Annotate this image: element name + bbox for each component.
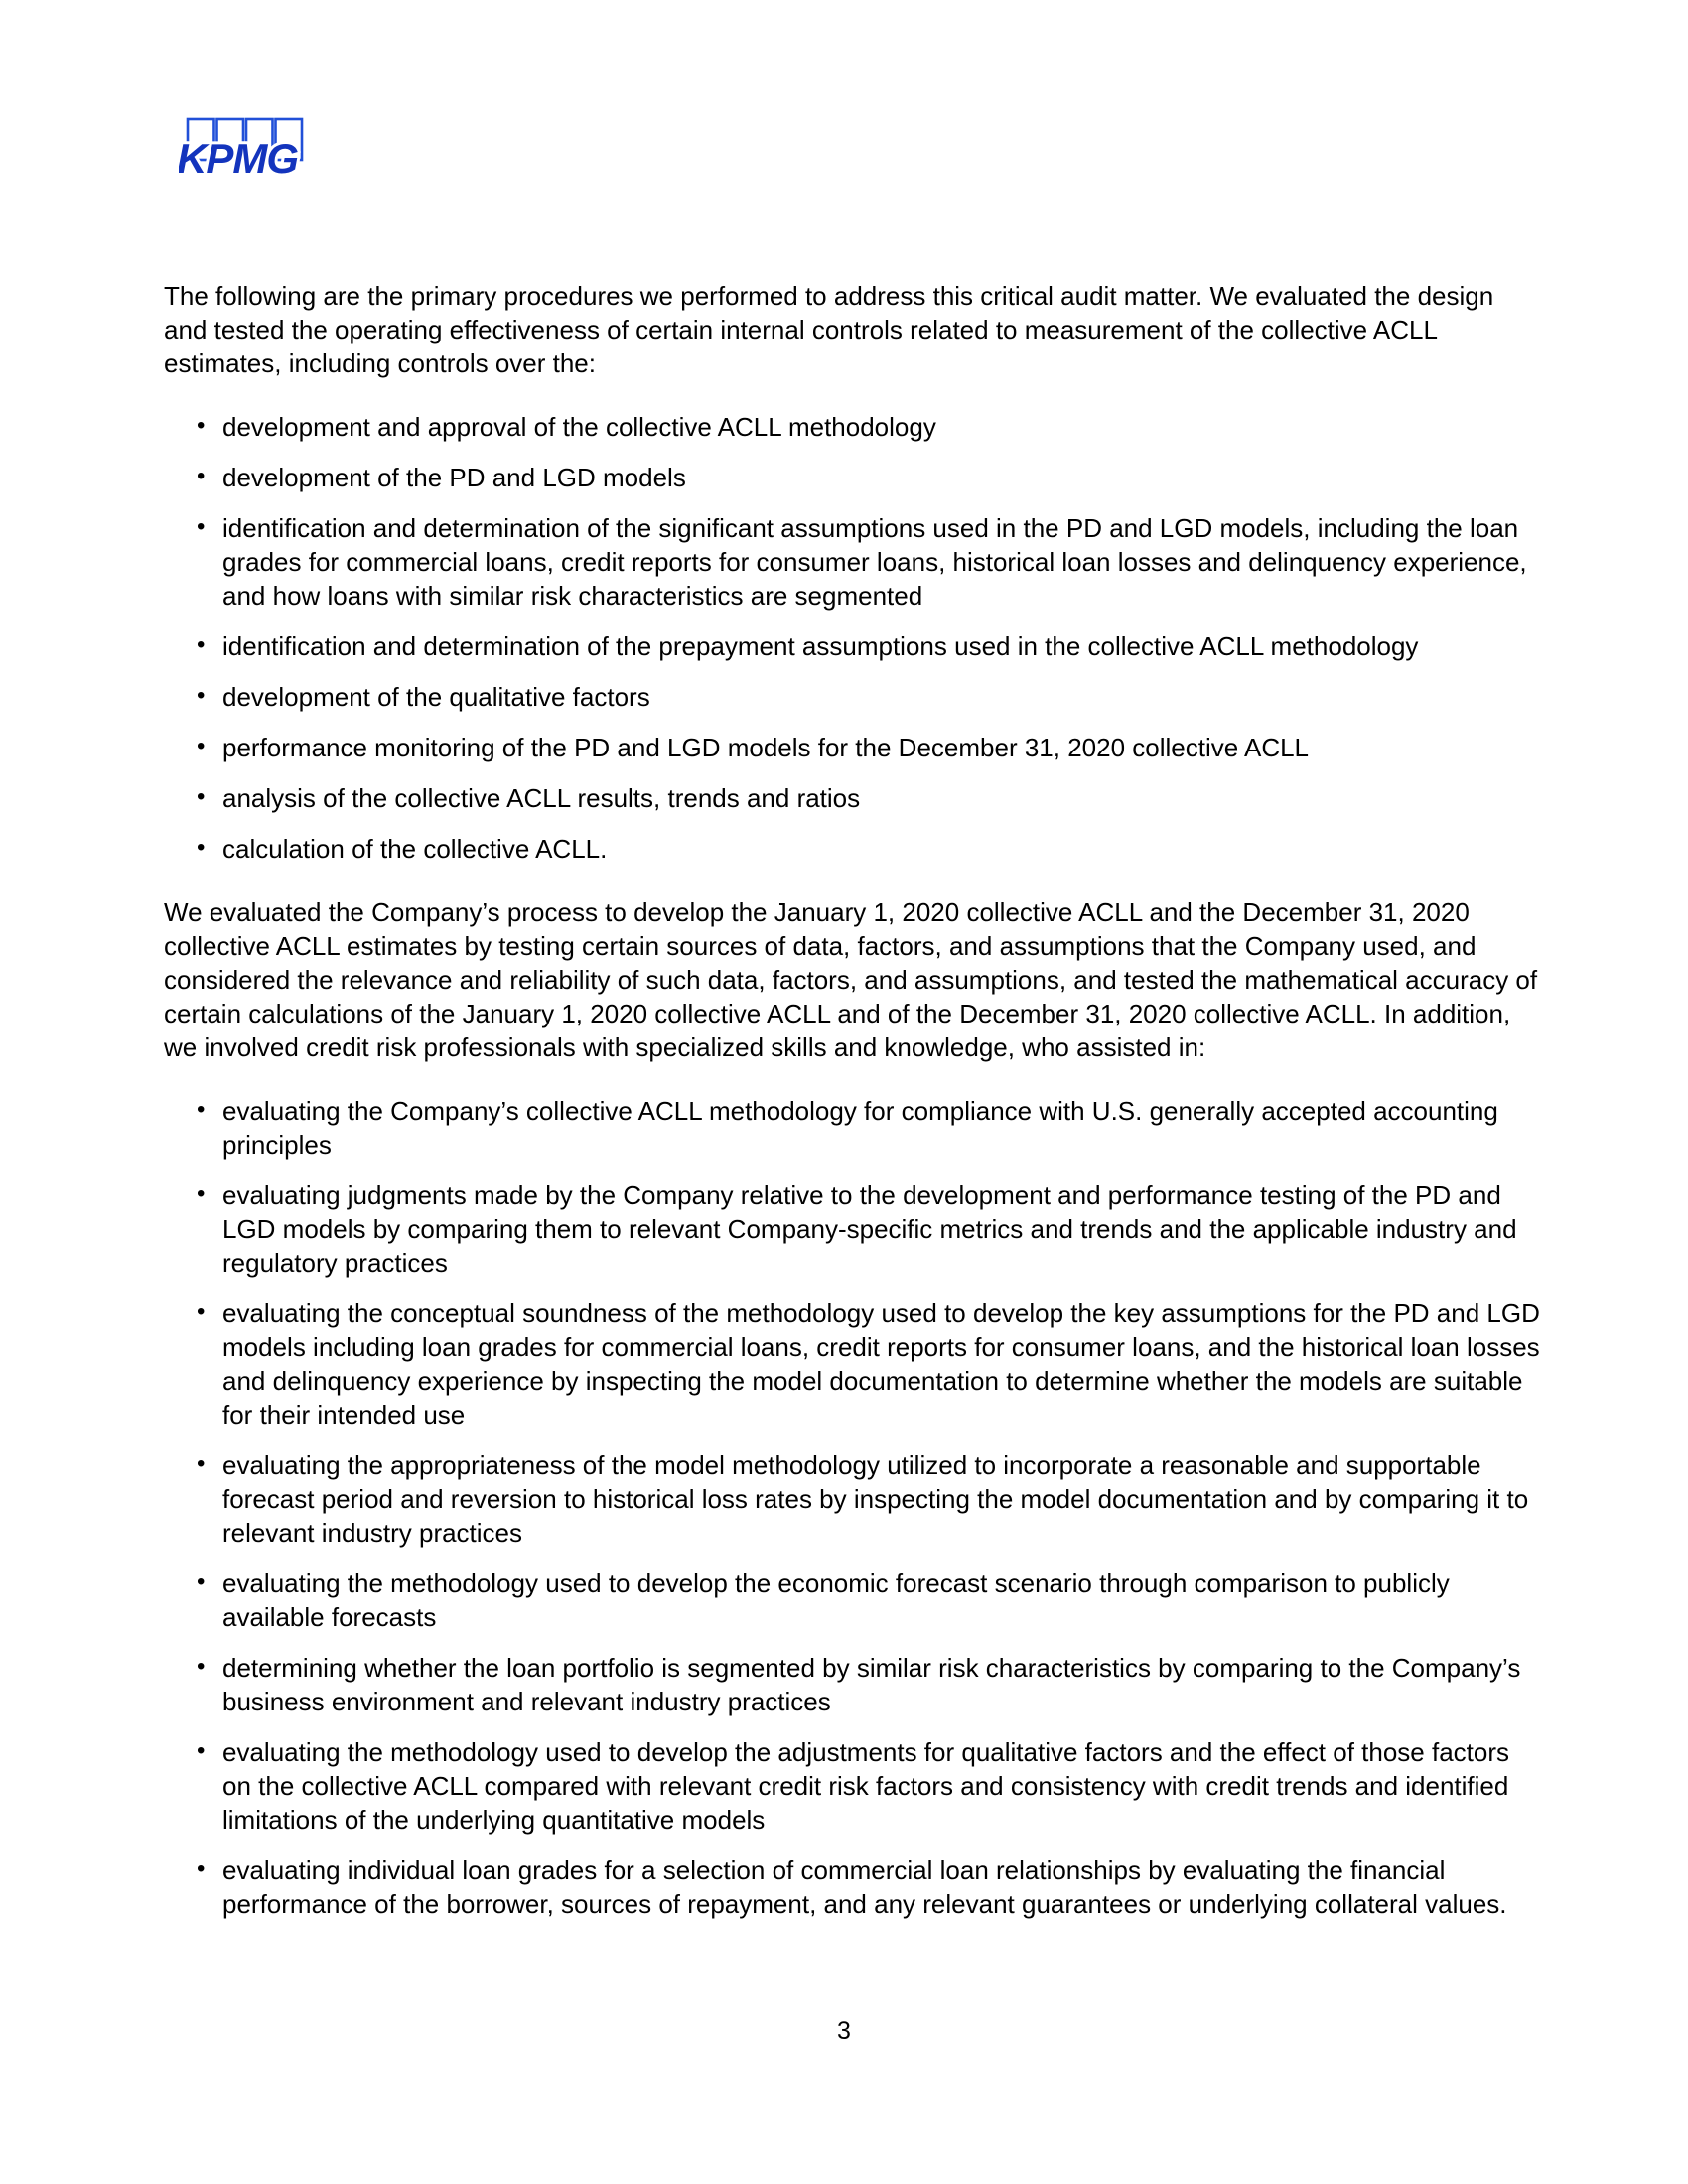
bullet-icon: • [197,1298,206,1325]
bullet-icon: • [197,1737,206,1764]
list-item-text: development and approval of the collective ACLL methodology [222,412,936,442]
bullet-icon: • [197,783,206,810]
list-item-text: determining whether the loan portfolio is segmented by similar risk characteristics by comparing to the Company’s business environment and relevant industry practices [222,1653,1521,1716]
list-item [197,1651,1542,1718]
list-item [197,1178,1542,1280]
list-item [197,410,1542,444]
list-item [197,1735,1542,1837]
bullet-icon: • [197,1096,206,1123]
bullet-icon: • [197,513,206,540]
bullet-icon: • [197,463,206,489]
list-item [197,1448,1542,1550]
list-item-text: evaluating the appropriateness of the model methodology utilized to incorporate a reasonable and supportable forecast period and reversion to historical loss rates by inspecting the model documentation and by comparing it to relevant industry practices [222,1450,1529,1548]
list-item-text: evaluating the methodology used to develop the adjustments for qualitative factors and the effect of those factors on the collective ACLL compared with relevant credit risk factors and consistency with credit trends and identified limitations of the underlying quantitative models [222,1737,1510,1835]
bullet-icon: • [197,1180,206,1207]
list-item-text: identification and determination of the significant assumptions used in the PD and LGD models, including the loan grades for commercial loans, credit reports for consumer loans, historical loan losses and delinquency experience, and how loans with similar risk characteristics are segmented [222,513,1527,611]
bullet-icon: • [197,1653,206,1680]
intro-paragraph: The following are the primary procedures we performed to address this critical audit matter. We evaluated the design and tested the operating effectiveness of certain internal controls related to measurement of the collective ACLL estimates, including controls over the: [164,281,1494,378]
bullet-icon: • [197,1855,206,1882]
list-item [197,1297,1542,1432]
bullet-icon: • [197,412,206,439]
kpmg-logo [179,115,310,179]
list-item-text: identification and determination of the prepayment assumptions used in the collective ACLL methodology [222,631,1419,661]
list-item [197,832,1542,866]
list-item-text: evaluating individual loan grades for a selection of commercial loan relationships by evaluating the financial performance of the borrower, sources of repayment, and any relevant guarantees or underlying collateral values. [222,1855,1507,1919]
list-item [197,781,1542,815]
bullet-icon: • [197,834,206,861]
procedures-list [164,410,1542,866]
list-item-text: development of the qualitative factors [222,682,650,712]
list-item [197,461,1542,494]
list-item-text: evaluating the methodology used to develop the economic forecast scenario through comparison to publicly available forecasts [222,1569,1450,1632]
list-item-text: performance monitoring of the PD and LGD models for the December 31, 2020 collective ACLL [222,733,1310,762]
list-item-text: calculation of the collective ACLL. [222,834,608,864]
list-item [197,1094,1542,1161]
list-item [197,511,1542,613]
assistance-list [164,1094,1542,1921]
list-item [197,629,1542,663]
list-item [197,731,1542,764]
list-item-text: analysis of the collective ACLL results, trends and ratios [222,783,861,813]
list-item-text: evaluating judgments made by the Company relative to the development and performance testing of the PD and LGD models by comparing them to relevant Company-specific metrics and trends and the applicable industry and regulatory practices [222,1180,1517,1278]
kpmg-logo-text: KPMG [179,135,298,179]
list-item [197,680,1542,714]
middle-paragraph: We evaluated the Company’s process to develop the January 1, 2020 collective ACLL and the December 31, 2020 collective ACLL estimates by testing certain sources of data, factors, and assumptions that the Company used, and considered the relevance and reliability of such data, factors, and assumptions, and tested the mathematical accuracy of certain calculations of the January 1, 2020 collective ACLL and of the December 31, 2020 collective ACLL. In addition, we involved credit risk professionals with specialized skills and knowledge, who assisted in: [164,897,1538,1062]
page-number: 3 [837,2017,851,2045]
bullet-icon: • [197,733,206,759]
bullet-icon: • [197,631,206,658]
list-item [197,1567,1542,1634]
bullet-icon: • [197,1450,206,1477]
bullet-icon: • [197,1569,206,1595]
list-item-text: evaluating the conceptual soundness of the methodology used to develop the key assumptions for the PD and LGD models including loan grades for commercial loans, credit reports for consumer loans, and the historical loan losses and delinquency experience by inspecting the model documentation to determine whether the models are suitable for their intended use [222,1298,1540,1430]
list-item-text: development of the PD and LGD models [222,463,686,492]
list-item-text: evaluating the Company’s collective ACLL methodology for compliance with U.S. generally accepted accounting principles [222,1096,1498,1160]
document-body [164,279,1542,1951]
bullet-icon: • [197,682,206,709]
list-item [197,1853,1542,1921]
